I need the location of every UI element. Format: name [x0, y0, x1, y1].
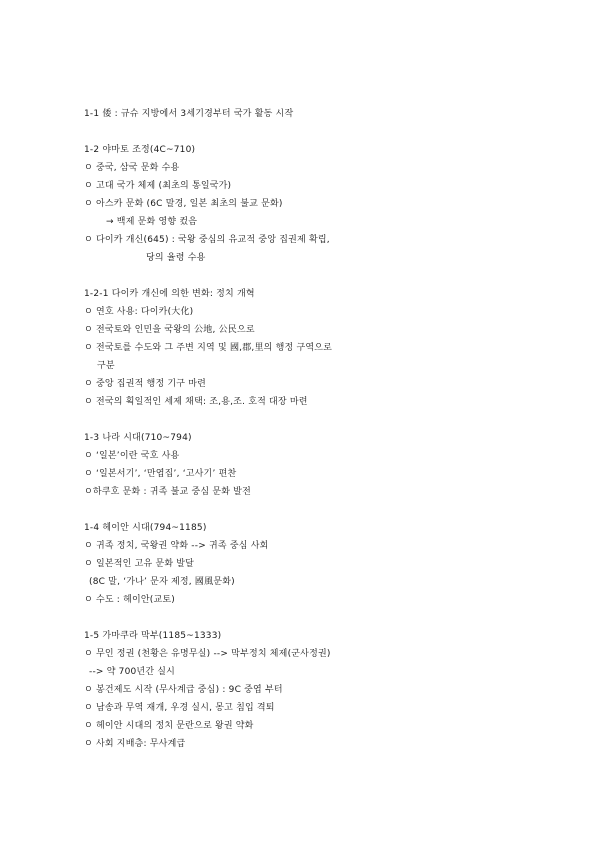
list-item: ㅇ 전국토를 수도와 그 주변 지역 및 國,郡,里의 행정 구역으로 [84, 343, 333, 353]
list-item: ㅇ 귀족 정치, 국왕권 약화 --> 귀족 중심 사회 [84, 541, 269, 551]
list-item-continuation: → 백제 문화 영향 컸음 [106, 217, 198, 227]
list-item: ㅇ 남송과 무역 재개, 우경 실시, 몽고 침입 격퇴 [84, 703, 275, 713]
list-item: ㅇ 봉건제도 시작 (무사계급 중심) : 9C 중엽 부터 [84, 685, 283, 695]
list-item: ㅇ 연호 사용: 다이카(大化) [84, 307, 194, 317]
list-item: ㅇ 중국, 삼국 문화 수용 [84, 163, 180, 173]
list-item: ㅇ하쿠호 문화 : 귀족 불교 중심 문화 발전 [84, 487, 251, 497]
list-item: ㅇ 다이카 개신(645) : 국왕 중심의 유교적 중앙 집권제 확립, [84, 235, 330, 245]
list-item: ㅇ 중앙 집권적 행정 기구 마련 [84, 379, 207, 389]
list-item-continuation: (8C 말, ‘가나’ 문자 제정, 國風문화) [89, 577, 235, 587]
heading-1-2-1: 1-2-1 다이카 개신에 의한 변화: 정치 개혁 [84, 289, 255, 299]
heading-1-1: 1-1 倭 : 규슈 지방에서 3세기경부터 국가 활동 시작 [84, 109, 294, 119]
list-item: ㅇ 아스카 문화 (6C 말경, 일본 최초의 불교 문화) [84, 199, 283, 209]
heading-1-2: 1-2 야마토 조정(4C~710) [84, 145, 196, 155]
list-item: ㅇ 일본적인 고유 문화 발달 [84, 559, 195, 569]
list-item: ㅇ 사회 지배층: 무사계급 [84, 739, 186, 749]
heading-1-3: 1-3 나라 시대(710~794) [84, 433, 192, 443]
list-item: ㅇ 헤이안 시대의 정치 문란으로 왕권 약화 [84, 721, 254, 731]
list-item-continuation: 당의 율령 수용 [146, 253, 206, 263]
list-item: ㅇ 무인 정권 (천황은 유명무실) --> 막부정치 체제(군사정권) [84, 649, 331, 659]
list-item: ㅇ 수도 : 헤이안(교토) [84, 595, 175, 605]
list-item: ㅇ 전국의 획일적인 세제 채택: 조,용,조. 호적 대장 마련 [84, 397, 308, 407]
list-item: ㅇ ‘일본’이란 국호 사용 [84, 451, 180, 461]
list-item: ㅇ 전국토와 인민을 국왕의 公地, 公民으로 [84, 325, 255, 335]
list-item: ㅇ ‘일본서기’, ‘만엽집’, ‘고사기’ 편찬 [84, 469, 237, 479]
heading-1-4: 1-4 헤이안 시대(794~1185) [84, 523, 207, 533]
heading-1-5: 1-5 가마쿠라 막부(1185~1333) [84, 631, 222, 641]
list-item-continuation: 구분 [97, 361, 115, 371]
list-item: ㅇ 고대 국가 체제 (최초의 통일국가) [84, 181, 232, 191]
list-item-continuation: --> 약 700년간 실시 [89, 667, 176, 677]
